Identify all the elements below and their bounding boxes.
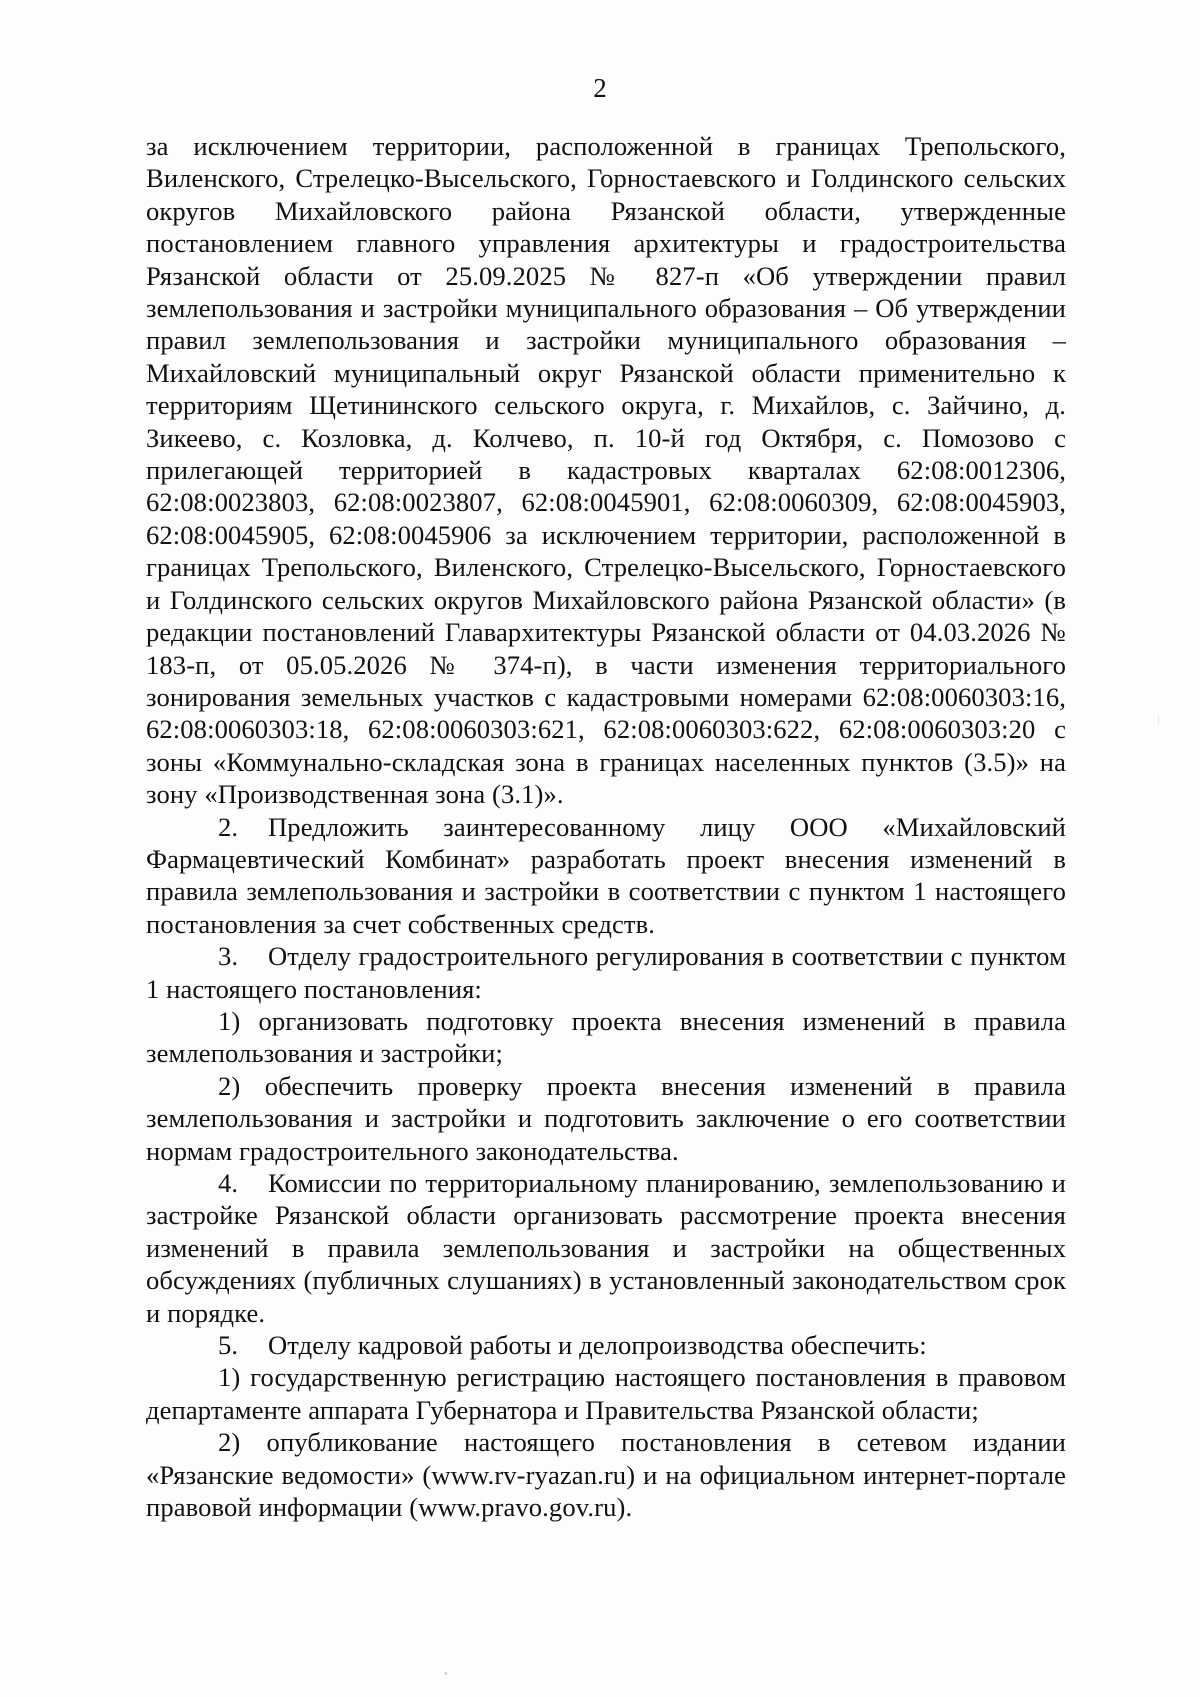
subitem-3-2: 2) обеспечить проверку проекта внесения изменений в правила землепользования и застройки и подготовить заключение о его соответствии нормам градостроительного законодательства.: [146, 1070, 1066, 1166]
paragraph-item-4: [146, 1167, 1066, 1329]
paragraph-item-5: [146, 1329, 1066, 1361]
subitem-5-2: 2) опубликование настоящего постановления в сетевом издании «Рязанские ведомости» (www.rv-ryazan.ru) и на официальном интернет-портале правовой информации (www.pravo.gov.ru).: [146, 1427, 1066, 1523]
item-text-5: Отделу кадровой работы и делопроизводства обеспечить:: [268, 1330, 927, 1361]
item-number-2: 2.: [218, 811, 239, 842]
item-text-3: Отделу градостроительного регулирования в соответствии с пунктом 1 настоящего постановления:: [146, 941, 1066, 1004]
item-number-3: 3.: [218, 941, 239, 972]
item-text-2: Предложить заинтересованному лицу ООО «Михайловский Фармацевтический Комбинат» разработать проект внесения изменений в правила землепользования и застройки в соответствии с пунктом 1 настоящего постановления за счет собственных средств.: [146, 811, 1066, 939]
subitem-5-1: 1) государственную регистрацию настоящего постановления в правовом департаменте аппарата Губернатора и Правительства Рязанской области;: [146, 1362, 1066, 1425]
paragraph-continuation: за исключением территории, расположенной в границах Трепольского, Виленского, Стрелецко-Высельского, Горностаевского и Голдинского сельских округов Михайловского района Рязанской области, утвержденные постановлением главного управления архитектуры и градостроительства Рязанской области от 25.09.2025 № 827-п «Об утверждении правил землепользования и застройки муниципального образования – Об утверждении правил землепользования и застройки муниципального образования – Михайловский муниципальный округ Рязанской области применительно к территориям Щетининского сельского округа, г. Михайлов, с. Зайчино, д. Зикеево, с. Козловка, д. Колчево, п. 10-й год Октября, с. Помозово с прилегающей территорией в кадастровых кварталах 62:08:0012306, 62:08:0023803, 62:08:0023807, 62:08:0045901, 62:08:0060309, 62:08:0045903, 62:08:0045905, 62:08:0045906 за исключением территории, расположенной в границах Трепольского, Виленского, Стрелецко-Высельского, Горностаевского и Голдинского сельских округов Михайловского района Рязанской области» (в редакции постановлений Главархитектуры Рязанской области от 04.03.2026 № 183-п, от 05.05.2026 № 374-п), в части изменения территориального зонирования земельных участков с кадастровыми номерами 62:08:0060303:16, 62:08:0060303:18, 62:08:0060303:621, 62:08:0060303:622, 62:08:0060303:20 с зоны «Коммунально-складская зона в границах населенных пунктов (3.5)» на зону «Производственная зона (3.1)».: [146, 131, 1066, 810]
paragraph-item-2: [146, 811, 1066, 941]
page-number: 2: [593, 73, 607, 103]
subitem-3-1: 1) организовать подготовку проекта внесения изменений в правила землепользования и застройки;: [146, 1005, 1066, 1069]
document-body: [146, 130, 1066, 1523]
item-number-4: 4.: [218, 1168, 239, 1198]
item-text-4: Комиссии по территориальному планированию, землепользованию и застройке Рязанской области организовать рассмотрение проекта внесения изменений в правила землепользования и застройки на общественных обсуждениях (публичных слушаниях) в установленный законодательством срок и порядке.: [146, 1168, 1066, 1328]
scan-artifact: [1158, 716, 1159, 724]
item-number-5: 5.: [218, 1330, 239, 1361]
scan-artifact: [445, 1672, 447, 1675]
paragraph-item-3: [146, 940, 1066, 1005]
